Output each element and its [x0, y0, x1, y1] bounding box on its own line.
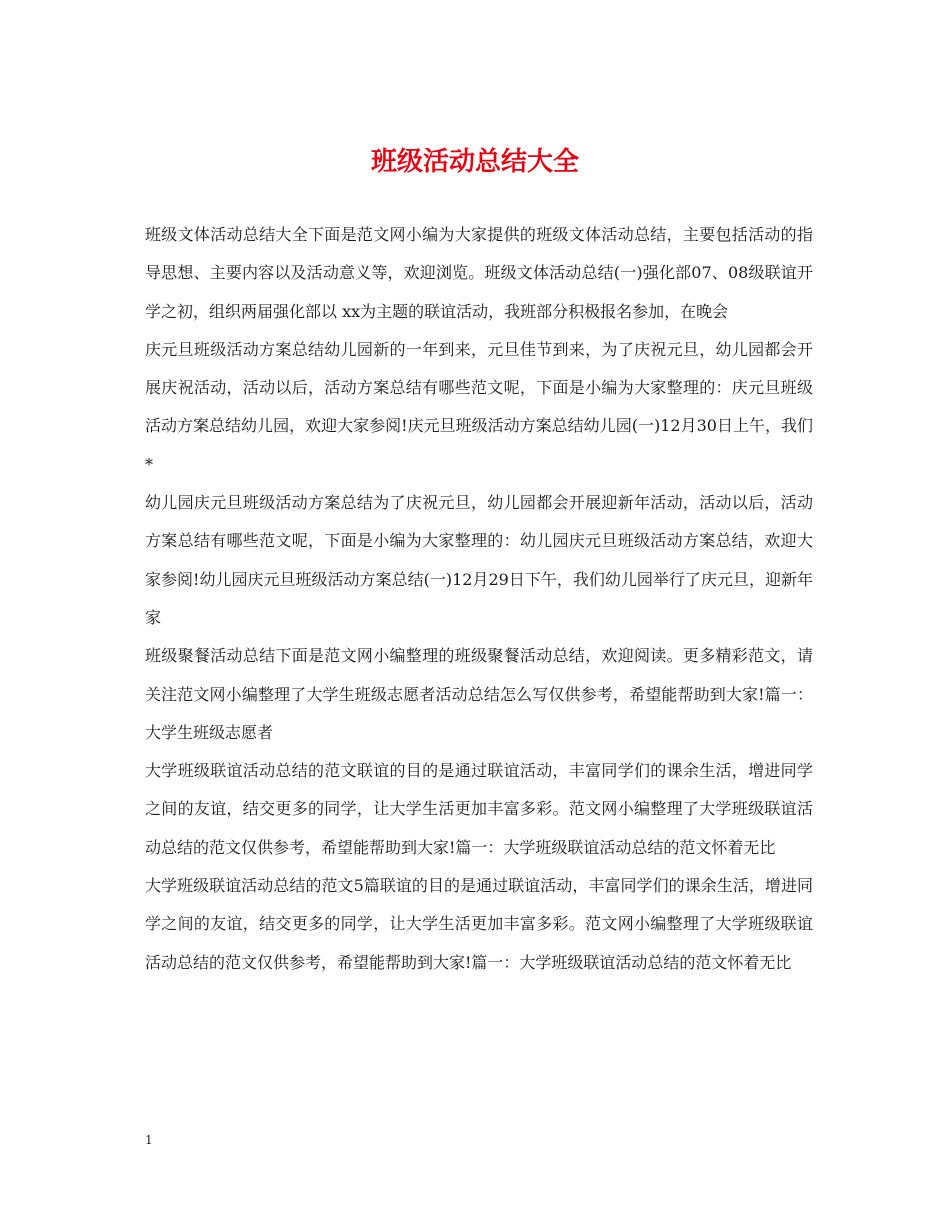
paragraph-5: 大学班级联谊活动总结的范文联谊的目的是通过联谊活动，丰富同学们的课余生活，增进同学之间的友谊，结交更多的同学，让大学生活更加丰富多彩。范文网小编整理了大学班级联谊活动总结的范文仅供参考，希望能帮助到大家!篇一：大学班级联谊活动总结的范文怀着无比 [145, 761, 813, 857]
paragraph-1: 班级文体活动总结大全下面是范文网小编为大家提供的班级文体活动总结，主要包括活动的指导思想、主要内容以及活动意义等，欢迎浏览。班级文体活动总结(一)强化部07、08级联谊开学之初，组织两届强化部以 xx为主题的联谊活动，我班部分积极报名参加，在晚会 [145, 225, 813, 321]
paragraph-3: 幼儿园庆元旦班级活动方案总结为了庆祝元旦，幼儿园都会开展迎新年活动，活动以后，活动方案总结有哪些范文呢，下面是小编为大家整理的：幼儿园庆元旦班级活动方案总结，欢迎大家参阅!幼儿园庆元旦班级活动方案总结(一)12月29日下午，我们幼儿园举行了庆元旦，迎新年家 [145, 493, 813, 627]
page-number: 1 [145, 1133, 153, 1147]
document-body [145, 216, 813, 982]
paragraph-6: 大学班级联谊活动总结的范文5篇联谊的目的是通过联谊活动，丰富同学们的课余生活，增进同学之间的友谊，结交更多的同学，让大学生活更加丰富多彩。范文网小编整理了大学班级联谊活动总结的范文仅供参考，希望能帮助到大家!篇一：大学班级联谊活动总结的范文怀着无比 [145, 876, 813, 972]
paragraph-4: 班级聚餐活动总结下面是范文网小编整理的班级聚餐活动总结，欢迎阅读。更多精彩范文，请关注范文网小编整理了大学生班级志愿者活动总结怎么写仅供参考，希望能帮助到大家!篇一：大学生班级志愿者 [145, 646, 813, 742]
paragraph-2: 庆元旦班级活动方案总结幼儿园新的一年到来，元旦佳节到来，为了庆祝元旦，幼儿园都会开展庆祝活动，活动以后，活动方案总结有哪些范文呢，下面是小编为大家整理的：庆元旦班级活动方案总结幼儿园，欢迎大家参阅!庆元旦班级活动方案总结幼儿园(一)12月30日上午，我们* [145, 339, 813, 474]
page-title: 班级活动总结大全 [370, 147, 579, 177]
